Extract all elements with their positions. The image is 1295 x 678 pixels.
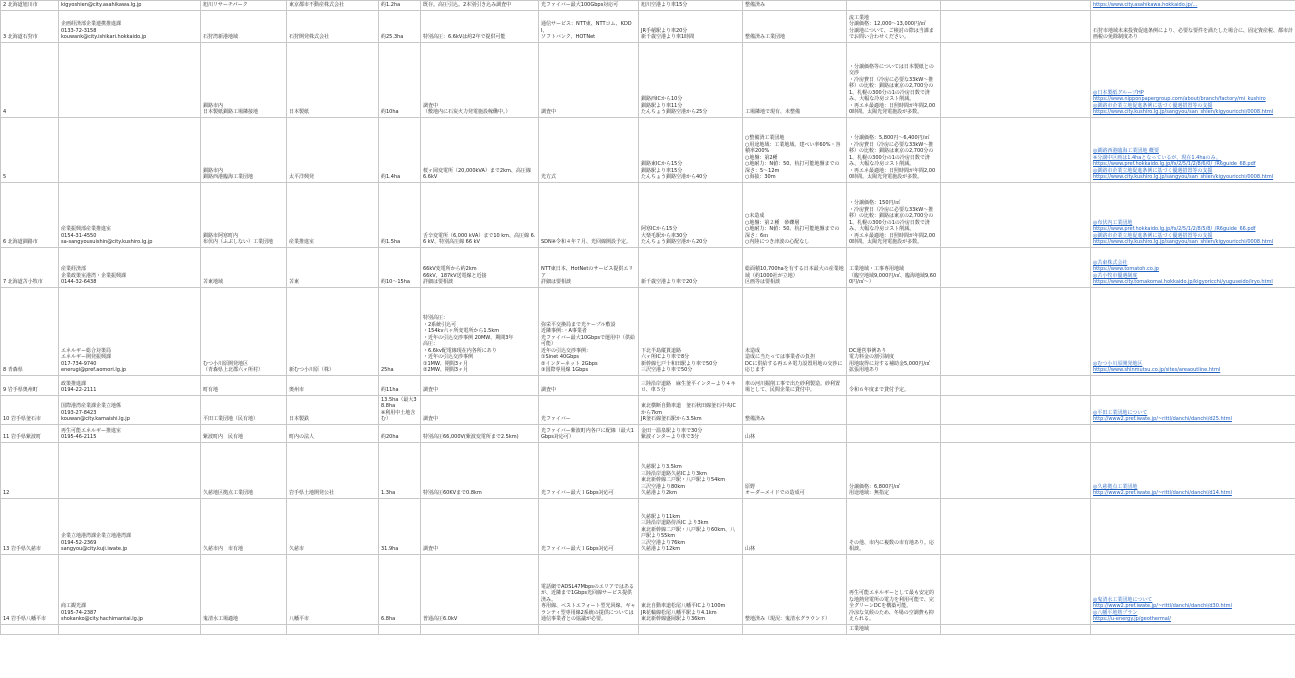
table-cell: 整備済み工業団地 [743, 10, 847, 42]
table-cell: 分譲価格：6,800円/㎡ 用途地域：無指定 [847, 442, 941, 498]
table-cell: 苫東 [287, 247, 379, 287]
table-cell [941, 117, 1091, 182]
table-cell: 光ファイバー最大１Gbps対応可 [539, 442, 639, 498]
table-cell: 日本製鉄 [287, 395, 379, 424]
table-row [1, 182, 1295, 247]
table-cell[interactable]: https://www.city.asahikawa.hokkaido.jp/... [1091, 1, 1295, 11]
table-cell: 奥州市 [287, 375, 379, 395]
table-cell: SDN※令和４年７月、光回線開設予定。 [539, 182, 639, 247]
table-cell: 旭川空港より車15分 [639, 1, 743, 11]
table-cell [941, 182, 1091, 247]
table-cell: 66kV変電所から約2km 66kV、187kV送電線と近接 詳細は要相談 [421, 247, 539, 287]
table-cell: 5 [1, 117, 59, 182]
table-cell: 商工観光課 0195-74-2387 shokanko@city.hachimantai.lg.jp [59, 554, 201, 624]
table-cell [941, 247, 1091, 287]
table-cell[interactable]: ◎布伏内工業団地 https://www.pref.hokkaido.lg.jp/fs/2/5/1/2/8/5/8/_/R6guide_66.pdf ◎釧路市企業立地促進条例に基づく優遇措置等の支援 https://www.city.kushiro.lg.jp/sangyou/san_shien/kigyouricchi/0008.html [1091, 182, 1295, 247]
table-cell: 企画経済部企業連携推進課 0133-72-3158 kouwank@city.ishikari.hokkaido.jp [59, 10, 201, 42]
table-cell: 久慈地区拠点工業団地 [201, 442, 287, 498]
table-cell: 14 岩手県八幡平市 [1, 554, 59, 624]
table-cell: 通信サービス：NTT東、NTTコム、KDDI、 ソフトバンク、HOTNet [539, 10, 639, 42]
table-cell: 6.8ha [379, 554, 421, 624]
table-cell [847, 395, 941, 424]
table-cell: 下北半島縦貫道路 六ヶ所ICより車で8分 新幹線七戸十和田駅より車で50分 三沢空港より車で50分 [639, 287, 743, 375]
table-cell [59, 624, 201, 634]
table-cell: エネルギー総合対策局 エネルギー開発振興課 017-734-9740 enerugi@pref.aomori.lg.jp [59, 287, 201, 375]
table-cell: 調査中 [421, 375, 539, 395]
table-cell [941, 498, 1091, 554]
table-cell: 7 北海道苫小牧市 [1, 247, 59, 287]
table-cell[interactable]: ◎日本製紙グループHP https://www.nipponpapergroup.com/about/branch/factory/mi_kushiro ◎釧路市企業立地促進条例に基づく優遇措置等の支援 https://www.city.kushiro.lg.jp/sangyou/san_shien/kigyouricchi/0008.html [1091, 42, 1295, 117]
table-cell[interactable]: ◎苫東株式会社 https://www.tomatoh.co.jp ◎苫小牧市優遇制度 https://www.city.tomakomai.hokkaido.jp/kigyoricchi/yuguseido/iryo.html [1091, 247, 1295, 287]
table-cell: 12 [1, 442, 59, 498]
table-cell [941, 624, 1091, 634]
table-cell: 釧路市阿寒町内 布伏内（ふぶしない）工業団地 [201, 182, 287, 247]
table-cell: 総面積10,700haを有する日本最大の産業地域（約1000社が立地） 区画等は要相談 [743, 247, 847, 287]
table-cell: 3 北海道石狩市 [1, 10, 59, 42]
table-cell: 整備済み [743, 1, 847, 11]
table-cell: ・分譲価格等については日本製紙との交渉 ・冷房費日（冷房に必要な33kW～推移）の比較：釧路は東京の2,700分の1、札幌の300分の1の冷房日数で済み、大幅な冷房コスト削減。 ・再エネ最適地：日照時間が年間2,000時間。太陽光発電施設が多数。 [847, 42, 941, 117]
table-row [1, 442, 1295, 498]
table-cell [1091, 424, 1295, 442]
table-cell: 整地済み（現況：鬼清水グラウンド） [743, 554, 847, 624]
table-cell: 8 青森県 [1, 287, 59, 375]
table-cell: 鬼清水工場適地 [201, 554, 287, 624]
table-cell: 25ha [379, 287, 421, 375]
table-cell: 未造成 造成に当たっては事業者の負担 DCに供給する再エネ電力設置用地の交渉に応じます [743, 287, 847, 375]
table-cell: 約1.2ha [379, 1, 421, 11]
table-cell: 光ファイバー [539, 395, 639, 424]
table-cell: 桜ヶ岡変電所（20,000kVA）まで2km、高圧線 6.6kV [421, 117, 539, 182]
table-cell: 流工業地 分譲価格：12,000～13,000円/㎡ 分譲地について、ご検討の際は当課までお問い合わせください。 [847, 10, 941, 42]
table-cell [1091, 375, 1295, 395]
table-cell [59, 442, 201, 498]
table-cell: 山林 [743, 424, 847, 442]
table-cell: 約1.4ha [379, 117, 421, 182]
table-cell [847, 424, 941, 442]
table-cell: 10 岩手県釜石市 [1, 395, 59, 424]
table-cell: 石狩湾新港地域 [201, 10, 287, 42]
table-cell: 阿寒ICから15分 大楽毛駅から車30分 たんちょう釧路空港から20分 [639, 182, 743, 247]
table-cell: 政策推進課 0194-22-2111 [59, 375, 201, 395]
table-cell [941, 287, 1091, 375]
table-cell: 既存。高圧引込。2本別引き込み調査中 [421, 1, 539, 11]
table-row [1, 117, 1295, 182]
table-cell: 釧路市内 日本製紙釧路工場隣接地 [201, 42, 287, 117]
table-cell: 光ファイバー紫波町内各戸に配線（最大1Gbps対応可） [539, 424, 639, 442]
table-cell [941, 1, 1091, 11]
table-cell [201, 624, 287, 634]
table-cell [941, 375, 1091, 395]
table-cell: 久慈駅より11km 三陸沿岸道路侍浜IC より3km 東北新幹線二戸駅・八戸駅より60km、八戸駅より55km 三沢空港より76km 久慈港より12km [639, 498, 743, 554]
table-cell[interactable]: ◎鬼清水工業団地について http://www2.pref.iwate.jp/~rittl/danchi/danchi/d30.html ◎八幡平地熱プラン https://u-energy.jp/geothermal/ [1091, 554, 1295, 624]
table-cell: 電話網でADSL47Mbpsのエリアではあるが、近隣まで1Gbps光回線サービス提供済み。 専用線、ベストエフォート型光回線、ギャランティ型専用線2系統の提供については通信事業者との協議が必要。 [539, 554, 639, 624]
table-row [1, 554, 1295, 624]
table-cell: 釧路東ICから15分 釧路駅より車15分 たんちょう釧路空港から40分 [639, 117, 743, 182]
table-cell: 紫波町内 民有地 [201, 424, 287, 442]
table-cell: 約11ha [379, 375, 421, 395]
table-cell: 13.5ha（最大38.8ha ※利用中土地含む） [379, 395, 421, 424]
table-cell: 令和６年度まで貸付予定。 [847, 375, 941, 395]
table-row [1, 395, 1295, 424]
table-cell: 山林 [743, 498, 847, 554]
table-cell [941, 554, 1091, 624]
table-cell: 調査中 [539, 375, 639, 395]
table-cell: 約10ha [379, 42, 421, 117]
table-cell [287, 624, 379, 634]
table-cell [1, 624, 59, 634]
table-cell [941, 42, 1091, 117]
table-cell: 約1.5ha [379, 182, 421, 247]
table-cell: 11 岩手県紫波町 [1, 424, 59, 442]
table-cell: 新むつ小川原（株） [287, 287, 379, 375]
table-cell: kigyoshien@city.asahikawa.lg.jp [59, 1, 201, 11]
table-cell [421, 624, 539, 634]
table-cell: 石狩市地域未来投資促進条例により、必要な要件を満たした場合に、固定資産税、都市計画税の免除制度あり [1091, 10, 1295, 42]
table-cell: 普通高圧6.0kV [421, 554, 539, 624]
table-cell [941, 424, 1091, 442]
table-row [1, 42, 1295, 117]
table-cell: 31.9ha [379, 498, 421, 554]
table-cell: 光ファイバー最大１Gbps対応可 [539, 498, 639, 554]
table-cell [941, 395, 1091, 424]
table-cell [59, 42, 201, 117]
table-cell: 三陸沿岸道路 麻生釜平インターより４キロ、車５分 [639, 375, 743, 395]
table-cell: 産業振興部産業推進室 0154-31-4550 sa-sangyousuishin@city.kushiro.lg.jp [59, 182, 201, 247]
table-cell: 特別高圧： ・2系統引込可 ・154kv六ヶ所変電所から1.5km ・近年の引込交渉事例 20MW、期間3年 高圧： ・6.6kv配電線現在内各所にあり ・近年の引込交渉事例 ①1MW、期間3ヶ月 ②2MW、期間3ヶ月 [421, 287, 539, 375]
table-cell: 新千歳空港より車で20分 [639, 247, 743, 287]
table-cell: 久慈市内 市有地 [201, 498, 287, 554]
table-cell: むつ小川原開発地区 （青森県上北郡六ヶ所村） [201, 287, 287, 375]
table-cell: 約25.3ha [379, 10, 421, 42]
table-row [1, 1, 1295, 11]
table-cell: 平田工業団地（民有地） [201, 395, 287, 424]
table-cell [1091, 498, 1295, 554]
table-cell: 調査中 （敷地内に石炭火力発電施設稼働中。） [421, 42, 539, 117]
table-cell [59, 117, 201, 182]
table-cell: 工業地域・工事専用地域 （臨空地域9,000円/㎡、臨海地域9,600円/㎡～） [847, 247, 941, 287]
table-cell: 車の河川掘削工事で出た砂利製造。砂利置場として、民間企業に貸付中。 [743, 375, 847, 395]
table-cell: 4 [1, 42, 59, 117]
table-cell: その他、市内に複数の市有地あり。応相談。 [847, 498, 941, 554]
table-cell: 産業推進室 [287, 182, 379, 247]
table-cell: 約20ha [379, 424, 421, 442]
table-cell: 9 岩手県奥州町 [1, 375, 59, 395]
table-cell: ・分譲価格：150円/㎡ ・冷房費日（冷房に必要な33kW～推移）の比較：釧路は東京の2,700分の1、札幌の300分の1の冷房日数で済み、大幅な冷房コスト削減。 ・再エネ最適地：日照時間が年間2,000時間。太陽光発電施設が多数。 [847, 182, 941, 247]
table-cell [1091, 624, 1295, 634]
table-row [1, 10, 1295, 42]
table-row [1, 375, 1295, 395]
table-cell: 工場隣地で現有、未整備 [743, 42, 847, 117]
table-cell: 13 岩手県久慈市 [1, 498, 59, 554]
table-cell [941, 10, 1091, 42]
table-cell: 釧路市内 釧路西港臨海工業団地 [201, 117, 287, 182]
table-cell: 調査中 [421, 498, 539, 554]
table-cell: 整備済み [743, 395, 847, 424]
table-cell: 特別高圧：6.6kVは約2年で提供可能 [421, 10, 539, 42]
table-cell: 国際港湾産業課企業立地係 0193-27-8423 kouwan@city.kamaishi.lg.jp [59, 395, 201, 424]
table-cell: 産業経済部 企業政策室港湾・企業振興課 0144-32-6438 [59, 247, 201, 287]
table-body [1, 1, 1295, 635]
table-cell: 調査中 [421, 395, 539, 424]
table-cell: 再生可能エネルギーとして最も安定的な地熱発電所の電力を利用可能で、完全グリーンDCを構築可能。 冷涼な気候のため、冬場の空調費も抑えられる。 [847, 554, 941, 624]
table-cell: 光ファイバー最大100Gbps対応可 [539, 1, 639, 11]
table-cell: 釧路西ICから10分 釧路駅より車11分 たんちょう釧路空港から25分 [639, 42, 743, 117]
table-cell: 再生可能エネルギー推進室 0195-46-2115 [59, 424, 201, 442]
table-cell: 町内の法人 [287, 424, 379, 442]
table-row [1, 424, 1295, 442]
table-cell[interactable]: ◎むつ小川原開発地区 https://www.shinmutsu.co.jp/sites/areaoutline.html [1091, 287, 1295, 375]
table-cell: 6 北海道釧路市 [1, 182, 59, 247]
table-cell: 久慈駅より3.5km 三陸沿岸道路久慈ICより3km 東北新幹線二戸駅・八戸駅より54km 三沢空港より80km 久慈港より2km [639, 442, 743, 498]
table-cell: 約10～15ha [379, 247, 421, 287]
table-cell: 日本製紙 [287, 42, 379, 117]
table-cell: 東京都市不動産株式会社 [287, 1, 379, 11]
table-row [1, 624, 1295, 634]
table-cell: 調査中 [539, 42, 639, 117]
table-cell: 旭川リサーチパーク [201, 1, 287, 11]
table-cell: 八幡平市 [287, 554, 379, 624]
table-cell: DC運営事例あり 電力料金の割引制度 用地取得に対する補助金5,000円/㎡ 拡張用地あり [847, 287, 941, 375]
table-cell: 光方式 [539, 117, 639, 182]
table-cell: 2 北海道旭川市 [1, 1, 59, 11]
table-cell: 久慈市 [287, 498, 379, 554]
table-row [1, 498, 1295, 554]
table-cell: 東北横断自動車道 釜石秋田線釜石中央ICから7km JR釜石線釜石駅から3.5km [639, 395, 743, 424]
table-cell: 企業立地港湾課企業立地港湾課 0194-52-2369 sangyou@city.kuji.iwate.jp [59, 498, 201, 554]
table-cell: 金田一温泉駅より車で30分 紫波インターより車で3分 [639, 424, 743, 442]
table-cell [379, 624, 421, 634]
table-cell: 特別高圧66,000V(紫波変電所まで2.5km) [421, 424, 539, 442]
table-cell [639, 624, 743, 634]
table-cell: 舌辛変電所（6,000 kVA）まで10 km、高圧線 6.6 kV、特別高圧線 66 kV [421, 182, 539, 247]
table-cell: 1.3ha [379, 442, 421, 498]
table-cell: 特別高圧60KVまで0.8km [421, 442, 539, 498]
table-cell [941, 442, 1091, 498]
table-cell: 町有地 [201, 375, 287, 395]
table-cell: ○未造成 ○地盤：第２種 砂礫層 ○地耐力：N値：50、杭打可能地盤までの深さ：6ｍ ○内陸につき津波の心配なし [743, 182, 847, 247]
table-cell: 原野 オーダーメイドでの造成可 [743, 442, 847, 498]
table-cell: 東北自動車道松尾八幡平ICより100m JR花輪線松尾八幡平駅より4.1km 東北新幹線盛岡駅より36km [639, 554, 743, 624]
table-cell: NTT東日本、HotNetのサービス提供エリア 詳細は要相談 [539, 247, 639, 287]
table-cell [539, 624, 639, 634]
table-cell: 弥栄平交換局まで光ケーブル敷設 近隣事例：・A事業者 光ファイバー最大10Gbpsで運用中（供給可能） 近年の引込交渉事例： ①Sinet 40Gbps ②インターネット 2Gbps ③国際専用線 1Gbps [539, 287, 639, 375]
table-cell [743, 624, 847, 634]
table-row [1, 247, 1295, 287]
table-cell[interactable]: ◎釧路西港臨海工業団地 概要 ※分譲中区画は1.4haとなっているが、現在1.4haのみ。 https://www.pref.hokkaido.lg.jp/fs/2/5/1/2/8/6/0/_/R6guide_68.pdf ◎釧路市企業立地促進条例に基づく優遇措置等の支援 https://www.city.kushiro.lg.jp/sangyou/san_shien/kigyouricchi/0008.html [1091, 117, 1295, 182]
table-cell[interactable]: ◎久慈拠点工業団地 http://www2.pref.iwate.jp/~rittl/danchi/danchi/d14.html [1091, 442, 1295, 498]
table-cell: 工業地域 [847, 624, 941, 634]
table-cell: 岩手県土地開発公社 [287, 442, 379, 498]
table-cell: ・分譲価格：5,800円～6,400円/㎡ ・冷房費日（冷房に必要な33kW～推移）の比較：釧路は東京の2,700分の1、札幌の300分の1の冷房日数で済み、大幅な冷房コスト削減。 ・再エネ最適地：日照時間が年間2,000時間。太陽光発電施設が多数。 [847, 117, 941, 182]
table-cell: JR手稲駅より車20分 新千歳空港より車1時間 [639, 10, 743, 42]
table-cell: 太平洋興発 [287, 117, 379, 182]
table-row [1, 287, 1295, 375]
table-cell: ○整備済工業団地 ○用途地域：工業地域、建ぺい率60%・容積率200% ○地盤：第2種 ○地耐力：N値：50、杭打可能地盤までの深さ：5～12m ○海抜：30m [743, 117, 847, 182]
table-cell: 苫東地域 [201, 247, 287, 287]
table-cell[interactable]: ◎平田工業団地について http://www2.pref.iwate.jp/~rittl/danchi/danchi/d25.html [1091, 395, 1295, 424]
table-cell: 石狩開発株式会社 [287, 10, 379, 42]
table-cell [847, 1, 941, 11]
